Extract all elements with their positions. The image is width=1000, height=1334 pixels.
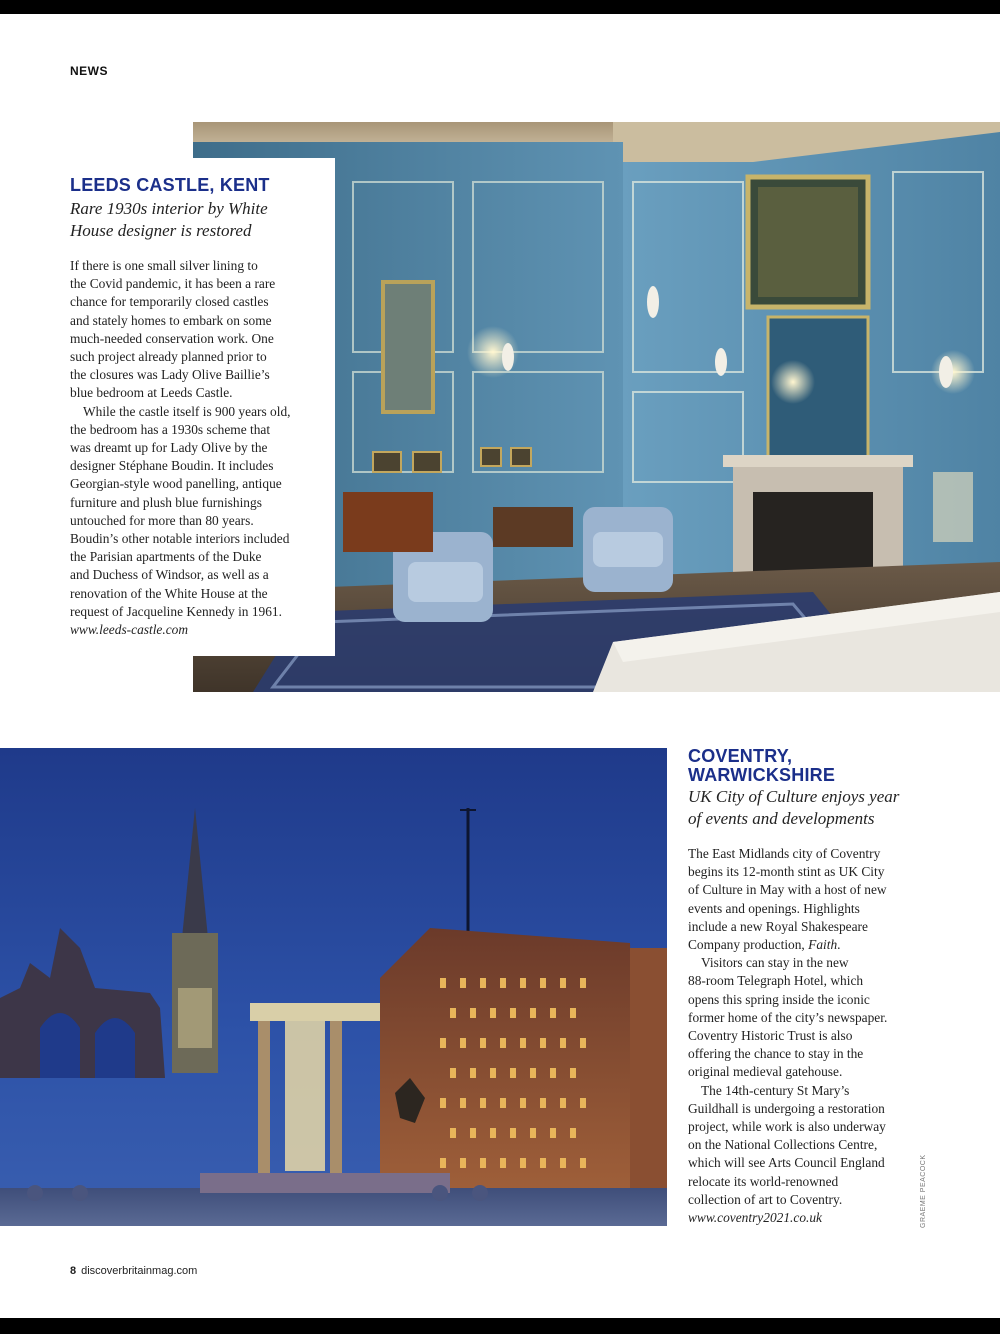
body-line: project, while work is also underway [688, 1119, 886, 1135]
body-line: collection of art to Coventry. [688, 1191, 843, 1207]
body-line: much-needed conservation work. One [70, 330, 274, 346]
leeds-standfirst-line: Rare 1930s interior by White [70, 199, 268, 218]
leeds-standfirst-line: House designer is restored [70, 221, 252, 240]
body-line: the Parisian apartments of the Duke [70, 549, 262, 565]
body-line [688, 936, 916, 954]
photo-credit: GRAEME PEACOCK [920, 1154, 927, 1228]
body-line: request of Jacqueline Kennedy in 1961. [70, 603, 282, 619]
leeds-url-link[interactable]: www.leeds-castle.com [70, 622, 189, 638]
body-line: If there is one small silver lining to [70, 258, 258, 273]
body-line: Visitors can stay in the new [701, 955, 849, 971]
body-line: While the castle itself is 900 years old, [83, 403, 291, 419]
leeds-article [57, 158, 335, 656]
coventry-body [688, 845, 916, 1227]
body-line: The 14th-century St Mary’s [701, 1082, 850, 1098]
page-number: 8 [70, 1265, 77, 1277]
leeds-body [70, 257, 332, 639]
body-line: untouched for more than 80 years. [70, 512, 254, 528]
leeds-standfirst [70, 198, 330, 242]
body-line: the bedroom has a 1930s scheme that [70, 421, 271, 437]
coventry-standfirst [688, 786, 928, 830]
body-line: the Covid pandemic, it has been a rare [70, 276, 276, 292]
bottom-black-bar [0, 1318, 1000, 1334]
body-line: the closures was Lady Olive Baillie’s [70, 367, 270, 383]
body-line: blue bedroom at Leeds Castle. [70, 385, 233, 401]
body-line: original medieval gatehouse. [688, 1064, 843, 1080]
body-line: Georgian-style wood panelling, antique [70, 476, 282, 492]
body-line: Guildhall is undergoing a restoration [688, 1100, 885, 1116]
coventry-headline-line: WARWICKSHIRE [688, 765, 836, 785]
body-line: begins its 12-month stint as UK City [688, 864, 885, 880]
body-line: include a new Royal Shakespeare [688, 918, 868, 934]
body-line: offering the chance to stay in the [688, 1046, 864, 1062]
body-line: on the National Collections Centre, [688, 1137, 878, 1153]
body-line: of Culture in May with a host of new [688, 882, 887, 898]
body-line: chance for temporarily closed castles [70, 294, 269, 310]
leeds-headline: LEEDS CASTLE, KENT [70, 175, 270, 195]
body-text: Company production, [688, 937, 809, 953]
coventry-url-link[interactable]: www.coventry2021.co.uk [688, 1210, 822, 1226]
body-line: which will see Arts Council England [688, 1155, 885, 1171]
body-line: Coventry Historic Trust is also [688, 1028, 853, 1044]
footer-site[interactable]: discoverbritainmag.com [81, 1265, 198, 1277]
body-line: renovation of the White House at the [70, 585, 268, 601]
coventry-headline [688, 747, 928, 785]
section-label: NEWS [70, 64, 108, 78]
coventry-cathedral-photo [0, 748, 667, 1226]
coventry-headline-line: COVENTRY, [688, 746, 793, 766]
body-line: and Duchess of Windsor, as well as a [70, 567, 269, 583]
page-footer [70, 1265, 197, 1277]
body-line: former home of the city’s newspaper. [688, 1009, 888, 1025]
play-title: Faith [808, 937, 838, 953]
body-line: events and openings. Highlights [688, 900, 860, 916]
body-line: furniture and plush blue furnishings [70, 494, 262, 510]
body-line: opens this spring inside the iconic [688, 991, 870, 1007]
body-line: 88-room Telegraph Hotel, which [688, 973, 864, 989]
body-line: The East Midlands city of Coventry [688, 846, 881, 861]
coventry-standfirst-line: UK City of Culture enjoys year [688, 787, 900, 806]
top-black-bar [0, 0, 1000, 14]
coventry-standfirst-line: of events and developments [688, 809, 875, 828]
body-text: . [837, 937, 841, 953]
body-line: and stately homes to embark on some [70, 312, 272, 328]
body-line: Boudin’s other notable interiors included [70, 531, 290, 547]
body-line: designer Stéphane Boudin. It includes [70, 458, 274, 474]
body-line: relocate its world-renowned [688, 1173, 839, 1189]
body-line: such project already planned prior to [70, 349, 267, 365]
body-line: was dreamt up for Lady Olive by the [70, 440, 268, 456]
